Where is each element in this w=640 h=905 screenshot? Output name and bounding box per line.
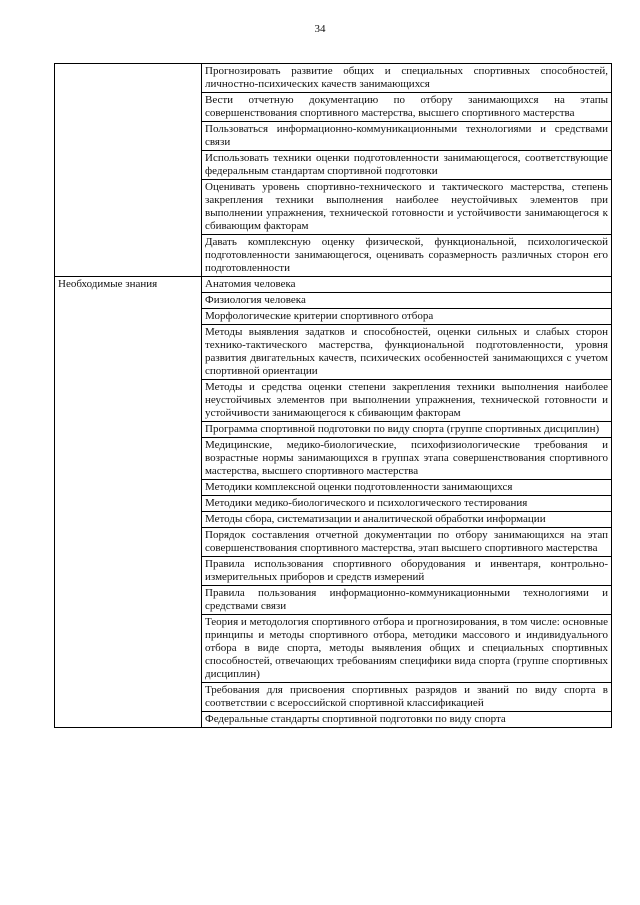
- requirement-item: Использовать техники оценки подготовленности занимающегося, соответствующие федеральным стандартам спортивной подготовки: [202, 151, 612, 180]
- requirement-item: Методы и средства оценки степени закрепления техники выполнения наиболее неустойчивых элементов при выполнении упражнения, технической готовности и устойчивости занимающегося к сбивающим факторам: [202, 380, 612, 422]
- requirement-item: Давать комплексную оценку физической, функциональной, психологической подготовленности занимающегося, оценивать соразмерность различных сторон его подготовленности: [202, 235, 612, 277]
- requirement-item: Методы выявления задатков и способностей, оценки сильных и слабых сторон технико-тактического мастерства, функциональной подготовленности, уровня развития двигательных качеств, психических особенностей занимающихся с учетом спортивной ориентации: [202, 325, 612, 380]
- table-row: [55, 64, 612, 93]
- requirement-item: Прогнозировать развитие общих и специальных спортивных способностей, личностно-психических качеств занимающихся: [202, 64, 612, 93]
- requirement-item: Пользоваться информационно-коммуникационными технологиями и средствами связи: [202, 122, 612, 151]
- requirement-item: Программа спортивной подготовки по виду спорта (группе спортивных дисциплин): [202, 422, 612, 438]
- requirement-item: Требования для присвоения спортивных разрядов и званий по виду спорта в соответствии с всероссийской спортивной классификацией: [202, 683, 612, 712]
- requirement-item: Теория и методология спортивного отбора и прогнозирования, в том числе: основные принципы и методы спортивного отбора, методики массового и индивидуального отбора в виде спорта, методы выявления общих и специальных спортивных способностей, отвечающих требованиям специфики вида спорта (группе спортивных дисциплин): [202, 615, 612, 683]
- requirement-item: Методики медико-биологического и психологического тестирования: [202, 496, 612, 512]
- requirement-item: Морфологические критерии спортивного отбора: [202, 309, 612, 325]
- requirement-item: Методы сбора, систематизации и аналитической обработки информации: [202, 512, 612, 528]
- requirement-item: Физиология человека: [202, 293, 612, 309]
- requirement-item: Правила использования спортивного оборудования и инвентаря, контрольно-измерительных приборов и средств измерений: [202, 557, 612, 586]
- requirement-item: Анатомия человека: [202, 277, 612, 293]
- page-number: 34: [314, 23, 326, 35]
- requirement-item: Вести отчетную документацию по отбору занимающихся на этапы совершенствования спортивного мастерства, высшего спортивного мастерства: [202, 93, 612, 122]
- requirement-item: Оценивать уровень спортивно-технического и тактического мастерства, степень закрепления техники выполнения наиболее неустойчивых элементов при выполнении упражнения, технической готовности и устойчивости занимающегося к сбивающим факторам: [202, 180, 612, 235]
- requirements-table-body: [55, 64, 612, 728]
- section-label-empty: [55, 64, 202, 277]
- requirement-item: Федеральные стандарты спортивной подготовки по виду спорта: [202, 712, 612, 728]
- requirement-item: Методики комплексной оценки подготовленности занимающихся: [202, 480, 612, 496]
- requirement-item: Правила пользования информационно-коммуникационными технологиями и средствами связи: [202, 586, 612, 615]
- section-label: Необходимые знания: [55, 277, 202, 728]
- requirement-item: Порядок составления отчетной документации по отбору занимающихся на этап совершенствования спортивного мастерства, этап высшего спортивного мастерства: [202, 528, 612, 557]
- requirement-item: Медицинские, медико-биологические, психофизиологические требования и возрастные нормы занимающихся в группах этапа совершенствования спортивного мастерства, высшего спортивного мастерства: [202, 438, 612, 480]
- table-row: [55, 277, 612, 293]
- requirements-table: [54, 63, 612, 728]
